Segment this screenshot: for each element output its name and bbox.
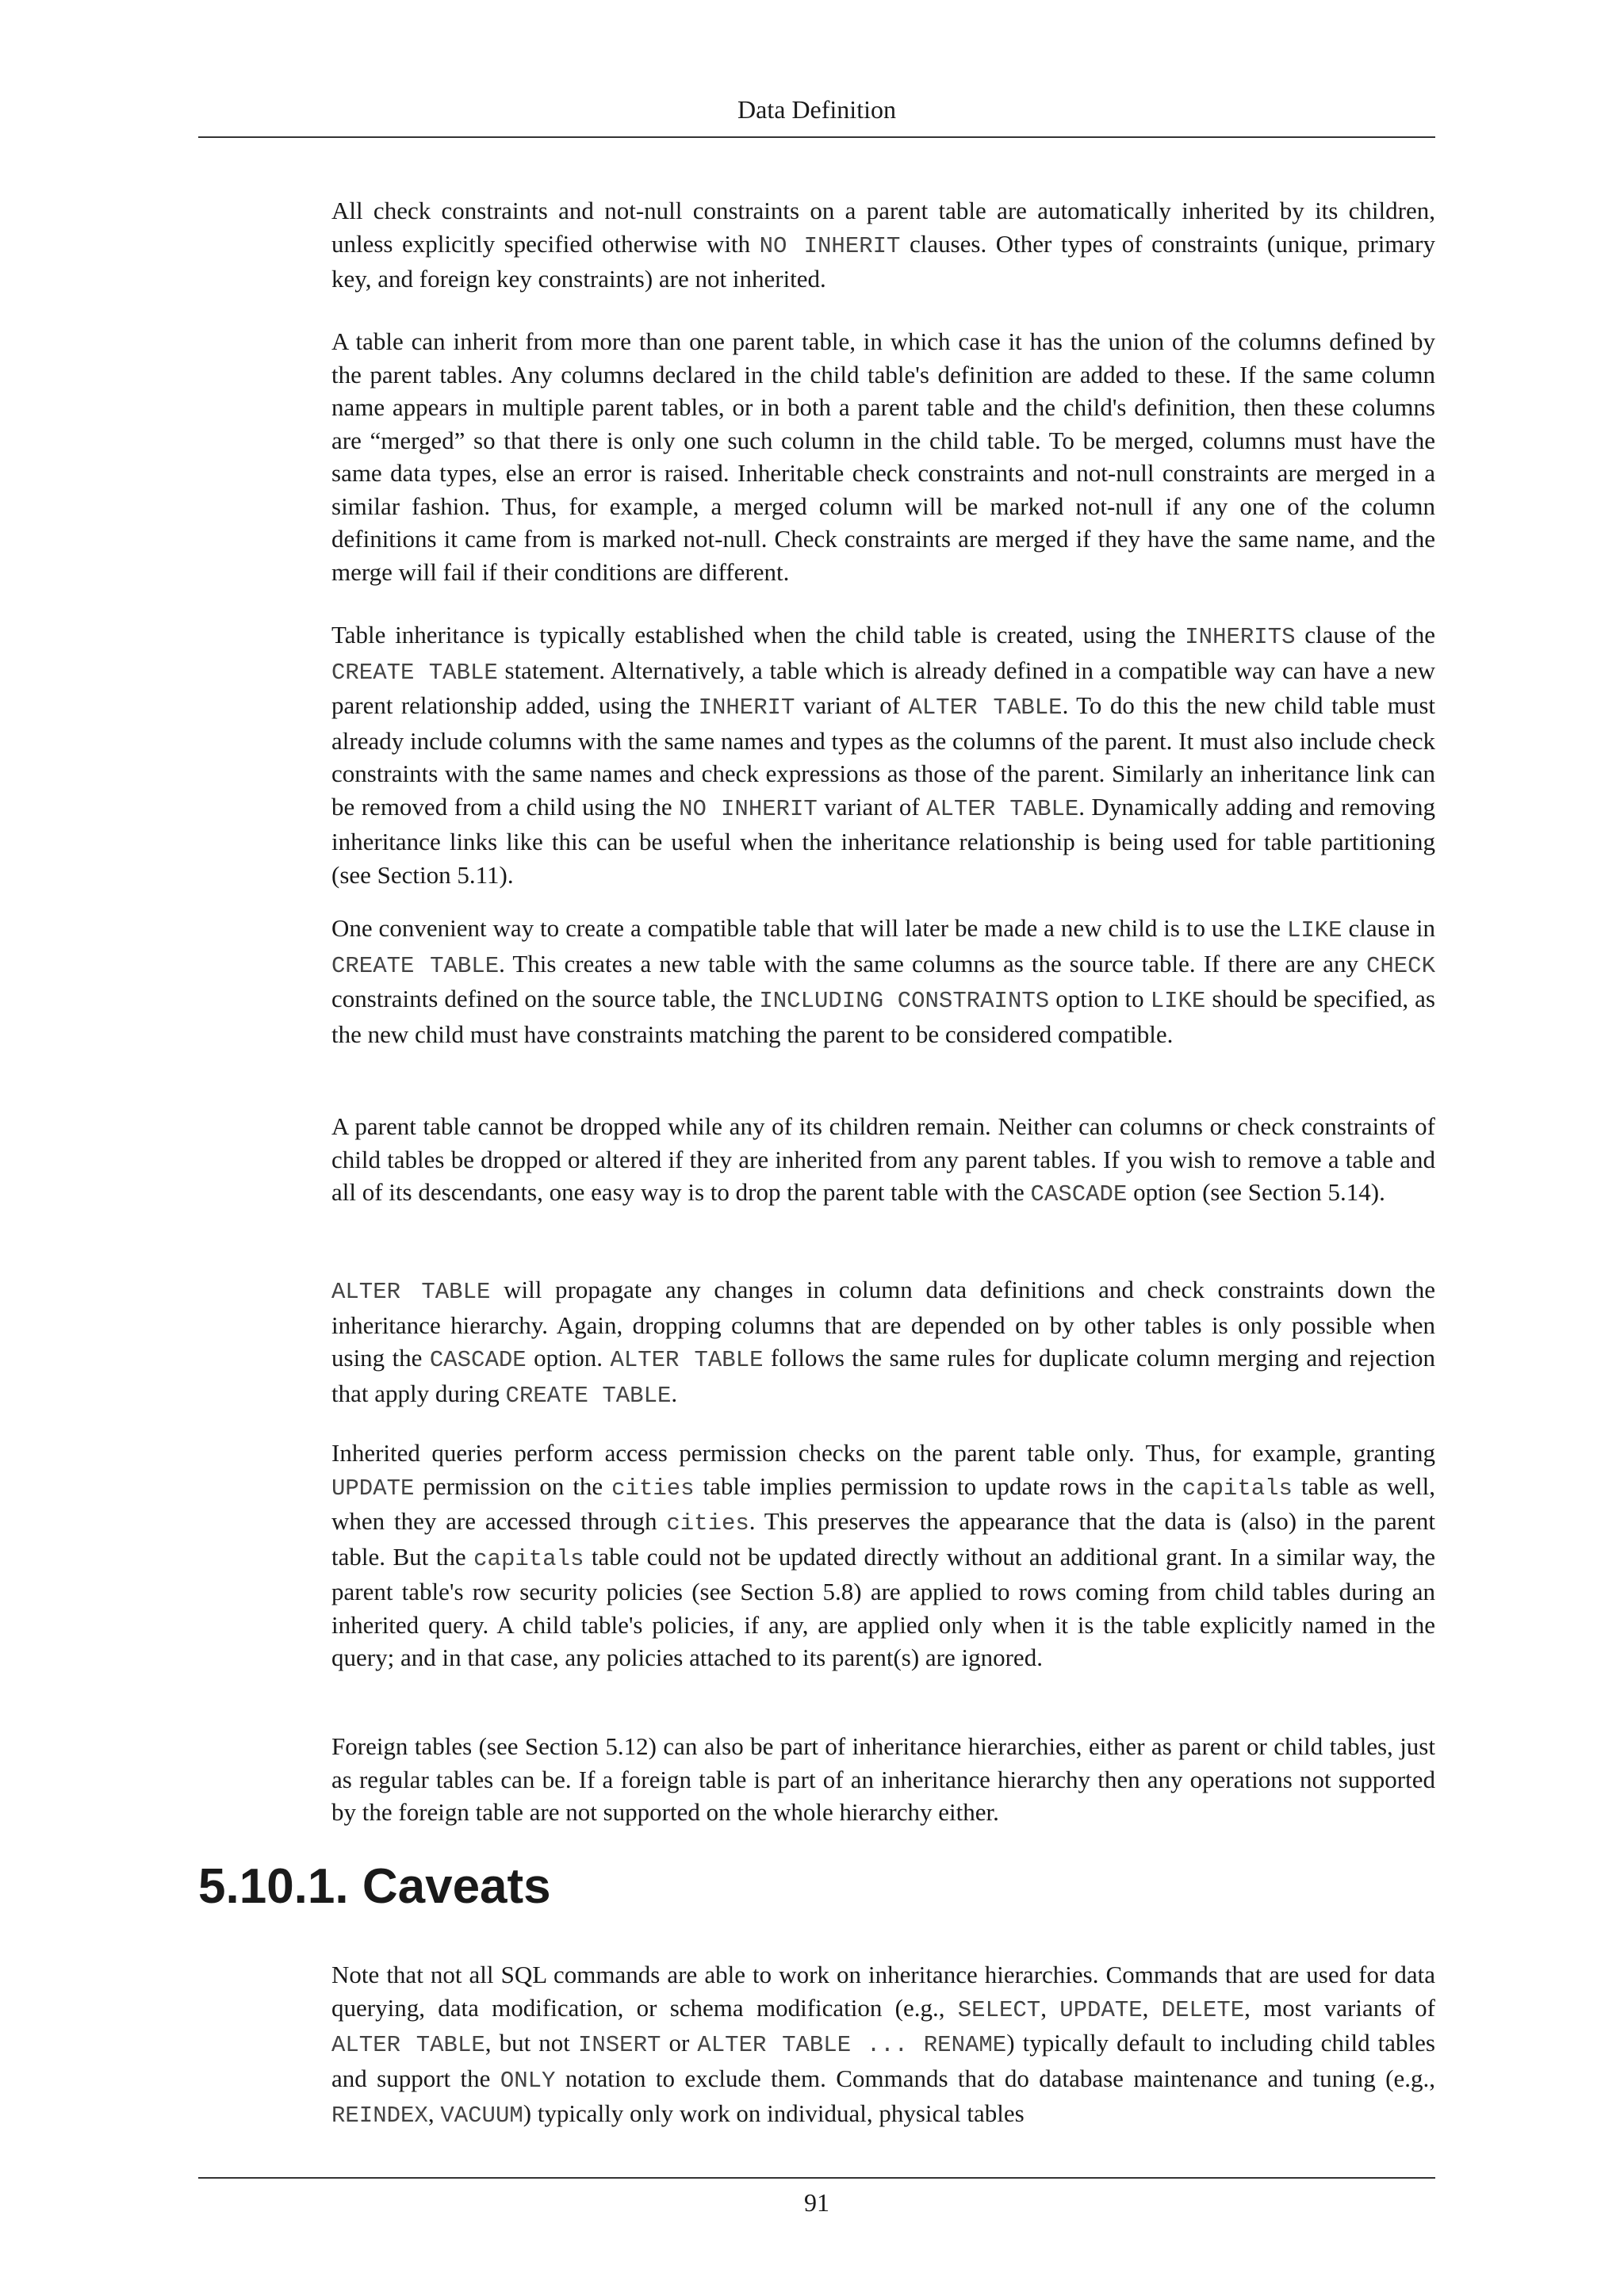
text-run: , most variants of (1244, 1993, 1436, 2022)
inline-code: ONLY (500, 2067, 556, 2094)
text-run: clause of the (1295, 621, 1435, 649)
inline-code: ALTER TABLE (331, 1279, 491, 1305)
text-run: option (see Section 5.14). (1127, 1178, 1385, 1206)
text-run: should be specified, as the new child must have constraints matching the parent to be considered compatible. (331, 985, 1435, 1048)
inline-code: UPDATE (331, 1475, 415, 1502)
body-text (331, 1273, 1435, 1412)
paragraph (331, 1110, 1435, 1211)
text-run: ) typically only work on individual, physical tables (523, 2099, 1025, 2127)
inline-code: SELECT (957, 1996, 1041, 2023)
inline-code: DELETE (1161, 1996, 1245, 2023)
text-run: or (661, 2029, 698, 2057)
paragraph (331, 194, 1435, 296)
inline-code: CREATE TABLE (331, 659, 498, 686)
text-run: A table can inherit from more than one parent table, in which case it has the union of the columns defined by the parent tables. Any columns declared in the child table's definition are added to these. If the same column name appears in multiple parent tables, or in both a parent table and the child's definition, then these columns are “merged” so that there is only one such column in the child table. To be merged, columns must have the same data types, else an error is raised. Inheritable check constraints and not-null constraints are merged in a similar fashion. Thus, for example, a merged column will be marked not-null if any one of the column definitions it came from is marked not-null. Check constraints are merged if they have the same name, and the merge will fail if their conditions are different. (331, 327, 1435, 586)
body-text (331, 1437, 1435, 1674)
inline-code: NO INHERIT (759, 232, 901, 259)
text-run: . This preserves the appearance that the data is (also) in the parent table. But the (331, 1507, 1435, 1571)
text-run: All check constraints and not-null constraints on a parent table are automatically inherited by its children, unless explicitly specified otherwise with (331, 197, 1435, 258)
text-run: , (1142, 1993, 1162, 2022)
text-run: statement. Alternatively, a table which is already defined in a compatible way can have a new parent relationship added, using the (331, 656, 1435, 719)
body-text (331, 325, 1435, 588)
inline-code: NO INHERIT (679, 795, 818, 822)
text-run: One convenient way to create a compatible table that will later be made a new child is to use the (331, 914, 1287, 942)
inline-code: LIKE (1286, 917, 1342, 943)
text-run: Foreign tables (see Section 5.12) can also be part of inheritance hierarchies, either as parent or child tables, just as regular tables can be. If a foreign table is part of an inheritance hierarchy then any operations not supported by the foreign table are not supported on the whole hierarchy either. (331, 1732, 1435, 1826)
inline-code: cities (611, 1475, 695, 1502)
page-number: 91 (804, 2188, 829, 2217)
inline-code: CHECK (1365, 952, 1435, 979)
inline-code: INHERITS (1185, 624, 1296, 650)
inline-code: CREATE TABLE (505, 1382, 672, 1409)
text-run: Inherited queries perform access permission checks on the parent table only. Thus, for example, granting (331, 1439, 1435, 1467)
inline-code: ALTER TABLE (331, 2032, 485, 2058)
text-run: will propagate any changes in column data definitions and check constraints down the inheritance hierarchy. Again, dropping columns that are depended on by other tables is only possible when using the (331, 1276, 1435, 1372)
paragraph (331, 1437, 1435, 1674)
inline-code: ALTER TABLE (926, 795, 1079, 822)
text-run: table could not be updated directly without an additional grant. In a similar way, the parent table's row security policies (see Section 5.8) are applied to rows coming from child tables during an inherited query. A child table's policies, if any, are applied only when it is the table explicitly named in the query; and in that case, any policies attached to its parent(s) are ignored. (331, 1542, 1435, 1671)
body-text (331, 912, 1435, 1050)
section-heading: 5.10.1. Caveats (198, 1859, 551, 1914)
text-run: ) typically default to including child tables and support the (331, 2029, 1435, 2092)
paragraph (331, 1958, 1435, 2133)
text-run: clause in (1342, 914, 1435, 942)
body-text (331, 194, 1435, 296)
text-run: permission on the (414, 1471, 612, 1500)
inline-code: CASCADE (1030, 1181, 1128, 1207)
text-run: constraints defined on the source table, the (331, 985, 760, 1012)
inline-code: INSERT (577, 2032, 661, 2058)
paragraph (331, 1730, 1435, 1829)
text-run: . To do this the new child table must already include columns with the same names and types as the columns of the parent. It must also include check constraints with the same names and check expressions as those of the parent. Similarly an inheritance link can be removed from a child using the (331, 691, 1435, 821)
paragraph (331, 912, 1435, 1050)
text-run: table implies permission to update rows in the (694, 1471, 1182, 1500)
text-run: option. (526, 1344, 611, 1372)
inline-code: VACUUM (440, 2103, 523, 2129)
text-run: variant of (795, 691, 909, 719)
text-run: . (671, 1379, 678, 1407)
text-run: A parent table cannot be dropped while any of its children remain. Neither can columns or check constraints of child tables be dropped or altered if they are inherited from any parent tables. If you wish to remove a table and all of its descendants, one easy way is to drop the parent table with the (331, 1112, 1435, 1206)
body-text (331, 1730, 1435, 1829)
inline-code: ALTER TABLE (610, 1347, 764, 1373)
text-run: follows the same rules for duplicate column merging and rejection that apply during (331, 1344, 1435, 1407)
text-run: notation to exclude them. Commands that do database maintenance and tuning (e.g., (555, 2064, 1435, 2092)
text-run: Table inheritance is typically established when the child table is created, using the (331, 621, 1185, 649)
body-text (331, 1110, 1435, 1211)
inline-code: INHERIT (698, 695, 795, 721)
inline-code: capitals (1182, 1475, 1293, 1502)
text-run: variant of (817, 792, 927, 821)
inline-code: CREATE TABLE (331, 952, 500, 979)
body-text (331, 618, 1435, 891)
header-rule (198, 136, 1435, 138)
text-run: . This creates a new table with the same columns as the source table. If there are any (499, 949, 1366, 978)
inline-code: ALTER TABLE (908, 695, 1063, 721)
text-run: option to (1049, 985, 1151, 1012)
inline-code: INCLUDING CONSTRAINTS (759, 988, 1050, 1014)
paragraph (331, 1273, 1435, 1412)
inline-code: capitals (473, 1545, 584, 1572)
text-run: table as well, when they are accessed through (331, 1471, 1435, 1535)
inline-code: LIKE (1150, 988, 1206, 1014)
footer-rule (198, 2177, 1435, 2179)
inline-code: ALTER TABLE ... RENAME (697, 2032, 1007, 2058)
text-run: , (1040, 1993, 1060, 2022)
paragraph (331, 618, 1435, 891)
inline-code: REINDEX (331, 2103, 428, 2129)
section-body-text (331, 1958, 1435, 2133)
inline-code: cities (666, 1510, 749, 1536)
text-run: . Dynamically adding and removing inheritance links like this can be useful when the inheritance relationship is being used for table partitioning (see Section 5.11). (331, 792, 1435, 889)
inline-code: UPDATE (1059, 1996, 1143, 2023)
running-header: Data Definition (737, 95, 896, 124)
text-run: Note that not all SQL commands are able to work on inheritance hierarchies. Commands that are used for data querying, data modification, or schema modification (e.g., (331, 1961, 1435, 2022)
inline-code: CASCADE (429, 1347, 527, 1373)
text-run: clauses. Other types of constraints (unique, primary key, and foreign key constraints) are not inherited. (331, 229, 1436, 293)
text-run: , (427, 2099, 441, 2127)
paragraph (331, 325, 1435, 588)
text-run: , but not (485, 2029, 578, 2057)
